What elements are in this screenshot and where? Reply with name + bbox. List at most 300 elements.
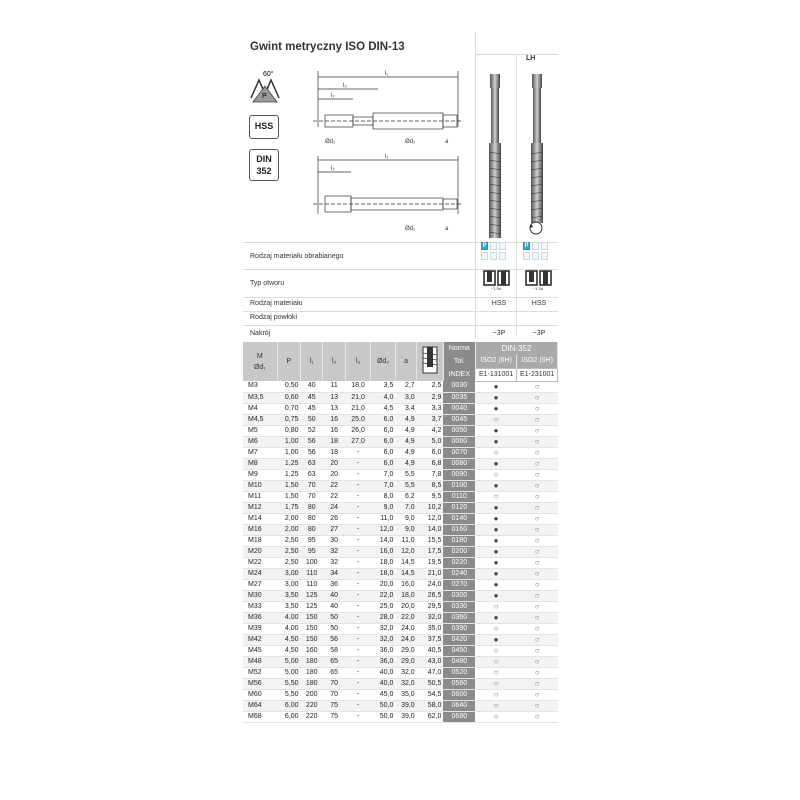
cell-l1: 80 [301, 502, 323, 513]
header-p: P [277, 342, 300, 381]
available-dot-icon: ● [475, 524, 517, 535]
cell-l2: 75 [330, 712, 338, 720]
cell-d2: 14,0 [379, 536, 394, 544]
on-request-circle-icon: ○ [517, 590, 558, 601]
hole-note-2: ~1.5d [533, 286, 544, 290]
cell-d2: 11,0 [380, 514, 394, 522]
cell-index: 0030 [443, 381, 475, 392]
cell-d2: 36,0 [379, 646, 394, 654]
available-dot-icon: ● [493, 381, 499, 391]
on-request-circle-icon: ○ [534, 601, 540, 611]
on-request-circle-icon: ○ [534, 667, 540, 677]
table-row [243, 689, 558, 700]
cell-a: 9,0 [404, 514, 415, 522]
cell-l1: 52 [307, 426, 316, 434]
pitch-label: P [262, 93, 267, 100]
header-hole-icon [417, 342, 444, 381]
table-row [243, 381, 558, 392]
label-d2-top: Ød₂ [405, 139, 416, 145]
cell-l1: 45 [307, 404, 316, 412]
cell-size: M16 [243, 524, 277, 535]
cell-drill: 8,5 [417, 480, 444, 491]
tap-drawing-top [313, 67, 463, 147]
cell-l2: 24 [323, 502, 345, 513]
cell-l2: 18 [323, 436, 345, 447]
cell-size: M39 [248, 624, 262, 632]
cell-a: 35,0 [401, 690, 415, 698]
cell-drill: 47,0 [427, 668, 442, 676]
available-dot-icon: ● [475, 480, 517, 491]
cell-l3: - [345, 546, 371, 557]
cell-pitch: 1,25 [277, 458, 300, 469]
cell-a: 9,0 [395, 524, 416, 535]
cell-l3: - [345, 634, 371, 645]
cell-pitch: 1,00 [277, 436, 300, 447]
table-row [243, 590, 558, 601]
cell-index: 0120 [443, 502, 475, 513]
cell-l2: 70 [323, 678, 345, 689]
on-request-circle-icon: ○ [517, 458, 558, 469]
on-request-circle-icon: ○ [517, 568, 558, 579]
cell-d2: 36,0 [371, 656, 396, 667]
table-row [243, 557, 558, 568]
cell-l3: - [345, 590, 371, 601]
cell-l3: - [356, 624, 360, 632]
cell-l3: - [345, 700, 371, 711]
tap-photo-left-hand [526, 72, 548, 232]
cell-pitch: 3,00 [277, 568, 300, 579]
coating-row [243, 311, 558, 325]
header-index: INDEX [443, 368, 475, 381]
cell-pitch: 2,00 [284, 514, 299, 522]
cell-d2: 45,0 [379, 690, 394, 698]
on-request-circle-icon: ○ [493, 645, 499, 655]
cell-pitch: 6,00 [277, 700, 300, 711]
cell-l1: 110 [301, 568, 323, 579]
on-request-circle-icon: ○ [517, 436, 558, 447]
cell-l1: 56 [307, 448, 316, 456]
cell-drill: 19,5 [427, 558, 442, 566]
on-request-circle-icon: ○ [534, 513, 540, 523]
page-title: Gwint metryczny ISO DIN-13 [250, 41, 405, 53]
cell-l2: 26 [330, 514, 338, 522]
on-request-circle-icon: ○ [534, 491, 540, 501]
cell-l3: - [356, 470, 360, 478]
cell-d2: 50,0 [371, 700, 396, 711]
on-request-circle-icon: ○ [517, 392, 558, 403]
table-row [243, 601, 558, 612]
table-row [243, 403, 558, 414]
cell-l3: - [356, 668, 360, 676]
on-request-circle-icon: ○ [493, 447, 499, 457]
tap-photo-right-hand [484, 72, 506, 242]
cell-pitch: 1,25 [284, 470, 299, 478]
cell-l1: 125 [301, 590, 323, 601]
cell-size: M5 [248, 426, 258, 434]
cell-size: M14 [248, 514, 262, 522]
on-request-circle-icon: ○ [475, 414, 517, 425]
cell-d2: 22,0 [371, 590, 396, 601]
cell-pitch: 3,50 [277, 590, 300, 601]
cell-l2: 27 [323, 524, 345, 535]
cell-drill: 12,0 [427, 514, 442, 522]
cell-index: 0270 [443, 579, 475, 590]
hole-type-icon-1 [483, 270, 511, 290]
header-tol-1: ISO2 (6H) [475, 355, 517, 368]
cell-index: 0450 [443, 645, 475, 656]
on-request-circle-icon: ○ [517, 678, 558, 689]
cell-d2: 20,0 [379, 580, 394, 588]
cell-index: 0330 [443, 601, 475, 612]
on-request-circle-icon: ○ [517, 700, 558, 711]
cell-size: M11 [248, 492, 262, 500]
cell-a: 20,0 [401, 602, 415, 610]
cell-d2: 3,5 [383, 382, 394, 390]
cell-d2: 9,0 [371, 502, 396, 513]
cell-size: M48 [243, 656, 277, 667]
on-request-circle-icon: ○ [534, 623, 540, 633]
cell-l2: 20 [330, 470, 338, 478]
cell-l1: 95 [301, 546, 323, 557]
cell-size: M33 [248, 602, 262, 610]
cell-pitch: 5,00 [284, 668, 299, 676]
on-request-circle-icon: ○ [534, 689, 540, 699]
cell-a: 2,7 [404, 382, 415, 390]
tapped-hole-icon [421, 345, 439, 375]
cell-d2: 18,0 [379, 558, 394, 566]
thread-profile-icon [247, 68, 283, 106]
cell-drill: 2,9 [417, 392, 444, 403]
cell-index: 0035 [443, 392, 475, 403]
cell-size: M18 [248, 536, 262, 544]
cell-a: 3,0 [395, 392, 416, 403]
available-dot-icon: ● [475, 546, 517, 557]
table-row [243, 711, 558, 722]
cell-drill: 29,5 [427, 602, 442, 610]
cell-index: 0240 [443, 568, 475, 579]
on-request-circle-icon: ○ [517, 656, 558, 667]
cell-drill: 32,0 [417, 612, 444, 623]
cell-l3: 21,0 [351, 404, 365, 412]
table-row [243, 678, 558, 689]
cell-l1: 160 [305, 646, 318, 654]
cell-l3: 26,0 [351, 426, 365, 434]
on-request-circle-icon: ○ [517, 414, 558, 425]
available-dot-icon: ● [475, 458, 517, 469]
cell-l2: 16 [330, 426, 338, 434]
cell-pitch: 0,50 [284, 382, 299, 390]
cell-l1: 180 [301, 678, 323, 689]
label-a-top: a [445, 139, 449, 145]
cell-l3: - [356, 580, 360, 588]
cell-a: 24,0 [395, 634, 416, 645]
cell-index: 0600 [443, 689, 475, 700]
table-row [243, 513, 558, 524]
cell-pitch: 5,00 [277, 656, 300, 667]
angle-label: 60° [263, 71, 274, 78]
available-dot-icon: ● [475, 634, 517, 645]
cell-l2: 22 [330, 492, 338, 500]
cell-drill: 37,5 [417, 634, 444, 645]
cell-d2: 4,5 [383, 404, 394, 412]
cell-l2: 13 [330, 404, 338, 412]
chamfer-row [243, 325, 558, 341]
din-badge [249, 149, 279, 181]
cell-a: 4,9 [395, 414, 416, 425]
cell-drill: 3,3 [431, 404, 442, 412]
label-l1-top: l₁ [385, 71, 389, 77]
cell-l1: 70 [307, 492, 316, 500]
material-type-label: Rodzaj materiału obrabianego [250, 253, 344, 260]
cell-index: 0180 [443, 535, 475, 546]
cell-index: 0200 [443, 546, 475, 557]
cell-drill: 6,0 [431, 448, 442, 456]
header-m [243, 342, 277, 381]
cell-l1: 110 [306, 580, 318, 588]
table-row [243, 634, 558, 645]
header-din: DIN-352 [475, 342, 557, 355]
cell-l1: 200 [305, 690, 318, 698]
header-d2: Ød₂ [371, 342, 396, 381]
cell-drill: 4,2 [431, 426, 442, 434]
cell-l1: 40 [307, 382, 316, 390]
cell-pitch: 3,50 [284, 602, 299, 610]
cell-index: 0560 [443, 678, 475, 689]
on-request-circle-icon: ○ [475, 656, 517, 667]
cell-a: 4,9 [395, 458, 416, 469]
cell-l1: 50 [301, 414, 323, 425]
cell-size: M12 [243, 502, 277, 513]
cell-pitch: 6,00 [284, 712, 299, 720]
cell-l2: 32 [330, 558, 338, 566]
on-request-circle-icon: ○ [534, 425, 540, 435]
table-row [243, 645, 558, 656]
table-row [243, 469, 558, 480]
label-l1-bottom: l₁ [385, 154, 389, 160]
cell-drill: 6,8 [417, 458, 444, 469]
cell-pitch: 1,00 [284, 448, 299, 456]
cell-l3: - [356, 690, 360, 698]
table-row [243, 535, 558, 546]
label-a-bottom: a [445, 226, 449, 232]
on-request-circle-icon: ○ [534, 403, 540, 413]
cell-a: 7,0 [395, 502, 416, 513]
cell-pitch: 3,00 [284, 580, 299, 588]
label-l2-bottom: l₂ [331, 166, 335, 172]
cell-drill: 5,0 [417, 436, 444, 447]
cell-drill: 17,5 [417, 546, 444, 557]
cell-l1: 125 [305, 602, 318, 610]
cell-pitch: 2,00 [277, 524, 300, 535]
table-row [243, 524, 558, 535]
cell-size: M4,5 [243, 414, 277, 425]
cell-d2: 32,0 [379, 624, 394, 632]
on-request-circle-icon: ○ [534, 557, 540, 567]
cell-index: 0070 [443, 447, 475, 458]
cell-size: M42 [243, 634, 277, 645]
cell-l3: - [356, 712, 360, 720]
cell-drill: 3,7 [417, 414, 444, 425]
on-request-circle-icon: ○ [493, 601, 499, 611]
hole-note-1: ~1.5d [491, 286, 502, 290]
table-row [243, 579, 558, 590]
cell-l3: 18,0 [351, 382, 365, 390]
material-p-icon-2: P [523, 242, 555, 262]
cell-index: 0160 [443, 524, 475, 535]
cell-l2: 16 [323, 414, 345, 425]
available-dot-icon: ● [493, 557, 499, 567]
cell-size: M36 [243, 612, 277, 623]
cell-index: 0040 [443, 403, 475, 414]
cell-l3: - [345, 524, 371, 535]
cell-d2: 6,0 [371, 458, 396, 469]
table-row [243, 491, 558, 502]
cell-a: 16,0 [401, 580, 415, 588]
cell-a: 5,5 [395, 480, 416, 491]
cell-index: 0360 [443, 612, 475, 623]
cell-l3: - [356, 602, 360, 610]
cell-pitch: 1,50 [277, 480, 300, 491]
cell-d2: 25,0 [379, 602, 394, 610]
cell-l3: - [345, 656, 371, 667]
cell-pitch: 1,50 [284, 492, 299, 500]
spec-table [243, 342, 558, 723]
cell-size: M20 [243, 546, 277, 557]
on-request-circle-icon: ○ [493, 623, 499, 633]
cell-d2: 32,0 [371, 634, 396, 645]
cell-index: 0390 [443, 623, 475, 634]
cell-drill: 10,2 [417, 502, 444, 513]
cell-l3: 21,0 [345, 392, 371, 403]
cell-l2: 65 [323, 656, 345, 667]
cell-l3: 27,0 [345, 436, 371, 447]
cell-d2: 7,0 [371, 480, 396, 491]
cell-l2: 34 [323, 568, 345, 579]
cell-l1: 100 [305, 558, 318, 566]
cell-l1: 220 [301, 700, 323, 711]
table-row [243, 414, 558, 425]
cell-index: 0090 [443, 469, 475, 480]
header-tol: Tol. [443, 355, 475, 368]
cell-l1: 70 [301, 480, 323, 491]
cell-index: 0480 [443, 656, 475, 667]
on-request-circle-icon: ○ [517, 524, 558, 535]
available-dot-icon: ● [475, 392, 517, 403]
cell-l1: 180 [305, 668, 318, 676]
cell-l3: - [356, 492, 360, 500]
cell-drill: 58,0 [417, 700, 444, 711]
cell-l2: 58 [330, 646, 338, 654]
tap-drawing-bottom [313, 152, 463, 234]
cell-l2: 32 [323, 546, 345, 557]
cell-drill: 40,5 [427, 646, 442, 654]
din-badge-line2: 352 [256, 166, 272, 176]
on-request-circle-icon: ○ [534, 469, 540, 479]
table-row [243, 480, 558, 491]
cell-a: 24,0 [401, 624, 415, 632]
cell-l3: - [356, 646, 360, 654]
header-m-label: M [256, 352, 263, 360]
available-dot-icon: ● [475, 502, 517, 513]
cell-a: 32,0 [401, 668, 415, 676]
cell-size: M9 [248, 470, 258, 478]
cell-d2: 40,0 [379, 668, 394, 676]
cell-size: M24 [243, 568, 277, 579]
cell-l3: - [356, 536, 360, 544]
cell-pitch: 4,00 [284, 624, 299, 632]
table-row [243, 623, 558, 634]
cell-l2: 65 [330, 668, 338, 676]
cell-pitch: 1,75 [277, 502, 300, 513]
label-l3-top: l₃ [343, 83, 347, 89]
table-row [243, 667, 558, 678]
cell-l1: 63 [307, 470, 316, 478]
left-hand-rotation-icon [528, 220, 544, 236]
table-row [243, 425, 558, 436]
cell-l2: 11 [330, 382, 338, 390]
table-row [243, 568, 558, 579]
cell-a: 5,5 [404, 470, 415, 478]
cell-l2: 22 [323, 480, 345, 491]
cell-pitch: 0,80 [284, 426, 299, 434]
cell-l3: - [345, 568, 371, 579]
cell-pitch: 2,50 [277, 546, 300, 557]
cell-a: 29,0 [401, 646, 415, 654]
available-dot-icon: ● [493, 425, 499, 435]
coating-label: Rodzaj powłoki [250, 314, 298, 321]
cell-l2: 40 [323, 590, 345, 601]
cell-a: 11,0 [401, 536, 415, 544]
available-dot-icon: ● [493, 579, 499, 589]
cell-drill: 26,5 [417, 590, 444, 601]
cell-l3: - [345, 458, 371, 469]
cell-l3: - [345, 612, 371, 623]
available-dot-icon: ● [493, 513, 499, 523]
cell-d2: 40,0 [371, 678, 396, 689]
cell-index: 0045 [443, 414, 475, 425]
cell-l1: 56 [301, 436, 323, 447]
cell-pitch: 4,50 [277, 634, 300, 645]
cell-size: M8 [243, 458, 277, 469]
hole-type-icon-2 [525, 270, 553, 290]
cell-a: 12,0 [395, 546, 416, 557]
cell-size: M4 [248, 404, 258, 412]
cell-index: 0300 [443, 590, 475, 601]
cell-size: M45 [248, 646, 262, 654]
available-dot-icon: ● [475, 590, 517, 601]
available-dot-icon: ● [493, 535, 499, 545]
cell-l2: 56 [323, 634, 345, 645]
cell-l3: 25,0 [345, 414, 371, 425]
cell-d2: 6,0 [383, 448, 394, 456]
cell-l3: - [345, 480, 371, 491]
din-badge-line1: DIN [256, 154, 272, 164]
cell-size: M10 [243, 480, 277, 491]
cell-size: M52 [248, 668, 262, 676]
cell-drill: 15,5 [427, 536, 442, 544]
table-row [243, 436, 558, 447]
on-request-circle-icon: ○ [534, 645, 540, 655]
cell-index: 0420 [443, 634, 475, 645]
cell-drill: 54,5 [427, 690, 442, 698]
cell-pitch: 0,70 [284, 404, 299, 412]
available-dot-icon: ● [475, 612, 517, 623]
cell-pitch: 2,50 [284, 558, 299, 566]
cell-index: 0520 [443, 667, 475, 678]
cell-index: 0680 [443, 711, 475, 722]
cell-index: 0080 [443, 458, 475, 469]
cell-drill: 21,0 [417, 568, 444, 579]
